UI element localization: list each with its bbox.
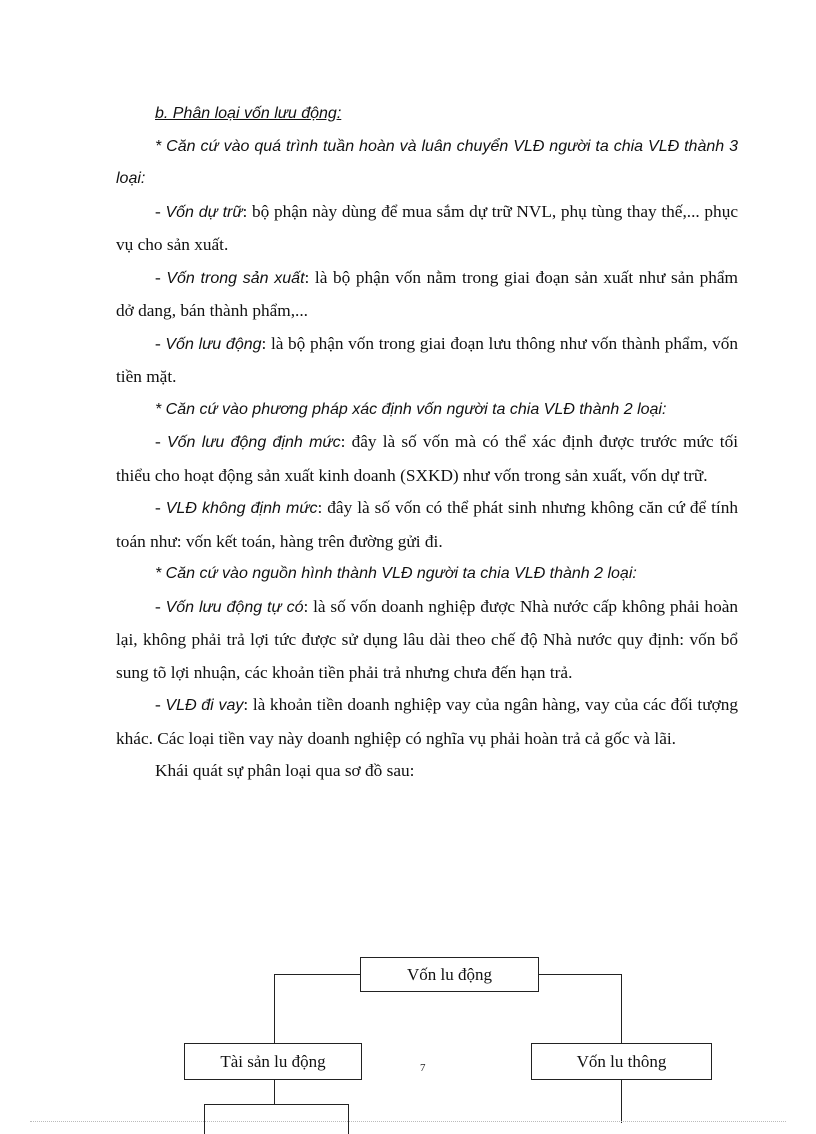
term-label: Vốn lưu động tự có [165, 598, 304, 616]
connector-line [274, 974, 360, 975]
paragraph-borrowed-capital: - VLĐ đi vay: là khoản tiền doanh nghiệp vay của ngân hàng, vay của các đối tượng khác. Các loại tiền vay này doanh nghiệp có nghĩa vụ phải hoàn trả cả gốc và lãi. [116, 695, 738, 748]
connector-line [274, 1079, 275, 1105]
paragraph-classification-3: * Căn cứ vào nguồn hình thành VLĐ người ta chia VLĐ thành 2 loại: [155, 565, 637, 582]
page-bottom-divider [30, 1121, 786, 1122]
term-label: VLĐ không định mức [165, 500, 318, 517]
body-text [116, 98, 738, 788]
paragraph-reserve-capital: - Vốn dự trữ: bộ phận này dùng để mua sắm dự trữ NVL, phụ tùng thay thế,... phục vụ cho sản xuất. [116, 201, 739, 254]
term-label: Vốn lưu động định mức [166, 434, 341, 451]
paragraph-diagram-intro: Khái quát sự phân loại qua sơ đồ sau: [155, 761, 415, 780]
paragraph-circulating-capital: - Vốn lưu động: là bộ phận vốn trong giai đoạn lưu thông như vốn thành phẩm, vốn tiền mặt. [116, 333, 739, 386]
term-label: Vốn trong sản xuất [166, 269, 305, 287]
paragraph-classification-1: * Căn cứ vào quá trình tuần hoàn và luân chuyển VLĐ người ta chia VLĐ thành 3 loại: [116, 137, 738, 187]
paragraph-own-capital: - Vốn lưu động tự có: là số vốn doanh nghiệp được Nhà nước cấp không phải hoàn lại, không phải trả lợi tức được sử dụng lâu dài theo chế độ Nhà nước quy định: vốn bổ sung tõ lợi nhuận, các khoản tiền phải trả nhưng chưa đến hạn trả. [116, 596, 739, 682]
term-label: VLĐ đi vay [165, 697, 244, 714]
term-label: Vốn dự trữ [165, 203, 243, 221]
page-number: 7 [420, 1062, 426, 1074]
paragraph-classification-2: * Căn cứ vào phương pháp xác định vốn người ta chia VLĐ thành 2 loại: [155, 400, 667, 418]
connector-line [274, 974, 275, 1044]
connector-line [621, 974, 622, 1044]
paragraph-non-norm-capital: - VLĐ không định mức: đây là số vốn có thể phát sinh nhưng không căn cứ để tính toán như: vốn kết toán, hàng trên đường gửi đi. [116, 498, 738, 551]
connector-line [621, 1079, 622, 1123]
diagram-node-root: Vốn lu động [360, 957, 539, 992]
paragraph-norm-capital: - Vốn lưu động định mức: đây là số vốn mà có thể xác định được trước mức tối thiểu cho hoạt động sản xuất kinh doanh (SXKD) như vốn trong sản xuất, vốn dự trữ. [116, 432, 739, 485]
paragraph-production-capital: - Vốn trong sản xuất: là bộ phận vốn nằm trong giai đoạn sản xuất như sản phẩm dở dang, bán thành phẩm,... [116, 267, 738, 320]
diagram-node-child [204, 1104, 349, 1134]
section-heading: b. Phân loại vốn lưu động: [155, 105, 342, 122]
connector-line [539, 974, 622, 975]
diagram-node-right: Vốn lu thông [531, 1043, 712, 1080]
diagram-node-left: Tài sản lu động [184, 1043, 362, 1080]
term-label: Vốn lưu động [165, 335, 262, 353]
